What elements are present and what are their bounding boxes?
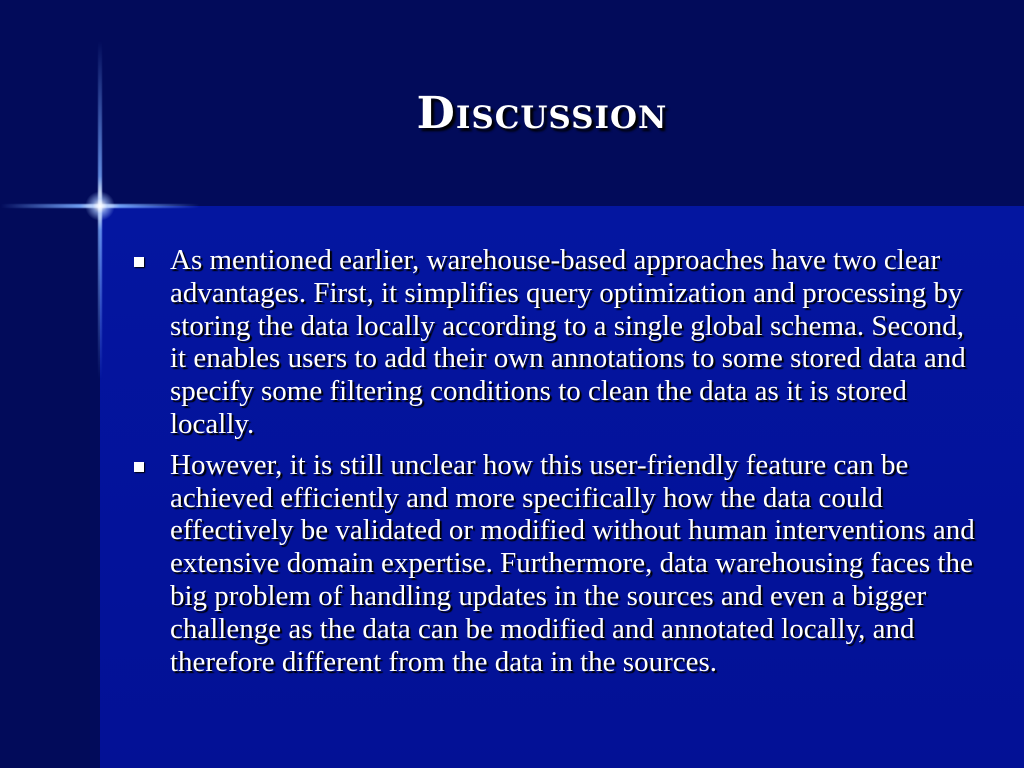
bullet-text: As mentioned earlier, warehouse-based approaches have two clear advantages. First, it simplifies query optimization and processing by storing the data locally according to a single global schema. Second, it enables users to add their own annotations to some stored data and specify some filtering conditions to clean the data as it is stored locally. [170,244,966,440]
square-bullet-icon [134,257,144,267]
square-bullet-icon [134,462,144,472]
bullet-item [130,449,975,679]
left-band [0,206,100,768]
bullet-text: However, it is still unclear how this user-friendly feature can be achieved efficiently and more specifically how the data could effectively be validated or modified without human interventions and extensive domain expertise. Furthermore, data warehousing faces the big problem of handling updates in the sources and even a bigger challenge as the data can be modified and annotated locally, and therefore different from the data in the sources. [170,448,975,678]
bullet-list [130,244,975,686]
bullet-item [130,244,975,441]
sparkle-icon [85,191,115,221]
slide-title: Discussion [416,88,668,139]
